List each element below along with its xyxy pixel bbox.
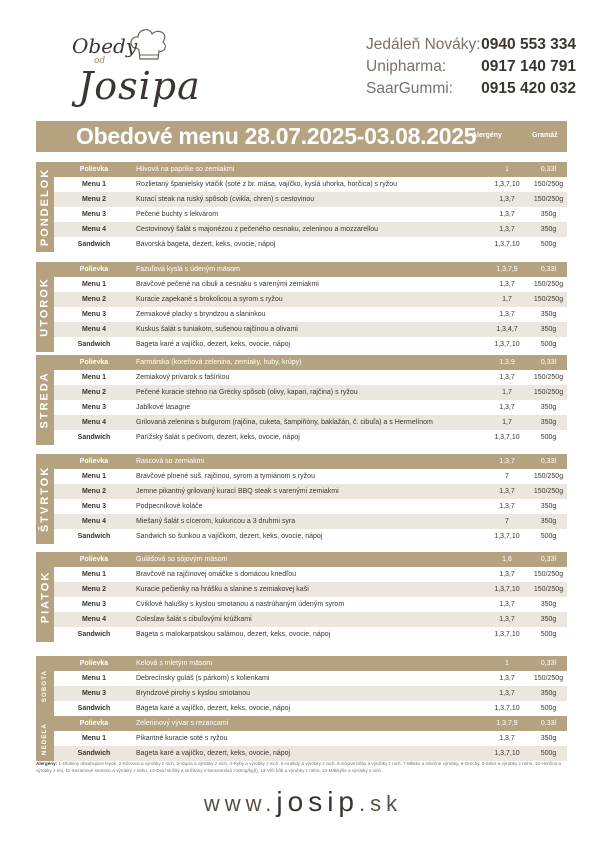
day-block-3	[36, 454, 567, 544]
allergen-codes: 1,3,7,10	[494, 750, 520, 757]
allergens-legend	[36, 760, 569, 774]
menu-row	[54, 322, 567, 337]
menu-row	[54, 686, 567, 701]
menu-row	[54, 454, 567, 469]
dish-name: Cestovinový šalát s majonézou z pečeného cesnaku, zeleninou a mozzarellou	[136, 226, 379, 233]
dish-name: Kuracie zapekané s brokolicou a syrom s ryžou	[136, 296, 283, 303]
allergens-label: Alergény:	[36, 761, 58, 766]
meal-type: Menu 2	[81, 296, 107, 303]
allergen-codes: 1,3,9	[499, 359, 515, 366]
dish-name: Farmárska (koreňová zelenina, zemiaky, huby, krúpy)	[136, 359, 302, 366]
allergen-codes: 1,3,7,10	[494, 705, 520, 712]
day-block-6	[36, 716, 567, 761]
logo-text-od: od	[94, 56, 106, 66]
portion-weight: 150/250g	[533, 181, 564, 188]
dish-name: Rascová so zemiakmi	[136, 458, 205, 465]
meal-type: Menu 1	[81, 675, 107, 682]
allergen-codes: 1,3,7,9	[496, 720, 518, 727]
menu-row	[54, 207, 567, 222]
meal-type: Menu 4	[81, 226, 107, 233]
allergen-codes: 1,3,7	[499, 458, 515, 465]
menu-row	[54, 671, 567, 686]
menu-row	[54, 484, 567, 499]
portion-weight: 0,33l	[540, 660, 557, 667]
dish-name: Bravčové na rajčinovej omáčke s domácou knedľou	[136, 571, 297, 578]
day-label-text: ŠTVRTOK	[39, 465, 52, 533]
portion-weight: 350g	[540, 311, 557, 318]
dish-name: Zemiakový prívarok s fašírkou	[136, 374, 230, 381]
meal-type: Menu 2	[81, 196, 107, 203]
meal-type: Menu 4	[81, 616, 107, 623]
allergen-codes: 1,3,7	[499, 690, 515, 697]
menu-row	[54, 307, 567, 322]
meal-type: Menu 4	[81, 326, 107, 333]
menu-row	[54, 337, 567, 352]
allergen-codes: 1,7	[502, 419, 512, 426]
allergen-codes: 1,3,7	[499, 404, 515, 411]
meal-type: Sandwich	[77, 241, 111, 248]
meal-type: Polievka	[79, 266, 109, 273]
website-suffix: .sk	[359, 791, 403, 816]
menu-title-bar	[36, 121, 567, 152]
meal-type: Menu 3	[81, 503, 107, 510]
allergen-codes: 1,7	[502, 389, 512, 396]
allergen-codes: 1,3,7	[499, 281, 515, 288]
portion-weight: 350g	[540, 404, 557, 411]
day-label	[36, 454, 54, 544]
menu-row	[54, 262, 567, 277]
menu-row	[54, 716, 567, 731]
portion-weight: 0,33l	[540, 556, 557, 563]
dish-name: Bageta s malokarpatskou salámou, dezert, keks, ovocie, nápoj	[136, 631, 331, 638]
portion-weight: 350g	[540, 326, 557, 333]
menu-row	[54, 627, 567, 642]
dish-name: Jablkové lasagne	[136, 404, 191, 411]
contact-name: Unipharma:	[366, 58, 447, 75]
meal-type: Menu 3	[81, 311, 107, 318]
dish-name: Parížsky šalát s pečivom, dezert, keks, ovocie, nápoj	[136, 434, 300, 441]
menu-row	[54, 177, 567, 192]
meal-type: Menu 2	[81, 389, 107, 396]
meal-type: Menu 3	[81, 690, 107, 697]
dish-name: Bryndzové pirohy s kyslou smotanou	[136, 690, 250, 697]
day-block-2	[36, 355, 567, 445]
allergen-codes: 1,3,7,9	[496, 266, 518, 273]
day-block-5	[36, 656, 567, 716]
meal-type: Polievka	[79, 556, 109, 563]
meal-type: Sandwich	[77, 434, 111, 441]
meal-type: Menu 1	[81, 181, 107, 188]
menu-row	[54, 701, 567, 716]
allergen-codes: 1,3,7,10	[494, 631, 520, 638]
allergen-codes: 1,3,7	[499, 571, 515, 578]
dish-name: Bageta karé a vajíčko, dezert, keks, ovocie, nápoj	[136, 341, 291, 348]
meal-type: Menu 1	[81, 473, 107, 480]
allergen-codes: 1,3,4,7	[496, 326, 518, 333]
menu-row	[54, 237, 567, 252]
allergen-codes: 1	[505, 660, 509, 667]
portion-weight: 150/250g	[533, 586, 564, 593]
meal-type: Polievka	[79, 166, 109, 173]
allergen-codes: 1,3,7	[499, 601, 515, 608]
menu-row	[54, 400, 567, 415]
menu-row	[54, 731, 567, 746]
allergen-codes: 7	[505, 518, 509, 525]
menu-row	[54, 582, 567, 597]
dish-name: Debrecínsky guláš (s párkom) s kolienkami	[136, 675, 270, 682]
header	[0, 0, 606, 118]
website-footer[interactable]	[0, 786, 606, 818]
allergen-codes: 1,3,7,10	[494, 181, 520, 188]
allergen-codes: 1,3,7	[499, 211, 515, 218]
day-label-text: SOBOTA	[42, 669, 49, 703]
allergen-codes: 7	[505, 473, 509, 480]
dish-name: Kuskus šalát s tuniakom, sušenou rajčinou a olivami	[136, 326, 298, 333]
meal-type: Menu 4	[81, 419, 107, 426]
dish-name: Pikantné kuracie soté s ryžou	[136, 735, 228, 742]
portion-weight: 350g	[540, 226, 557, 233]
portion-weight: 350g	[540, 601, 557, 608]
portion-weight: 150/250g	[533, 281, 564, 288]
dish-name: Rozlietaný španielsky vtáčik (soté z br. mäsa, vajíčko, kyslá uhorka, horčica) s ryžou	[136, 181, 398, 188]
dish-name: Sandwich so šunkou a vajíčkom, dezert, keks, ovocie, nápoj	[136, 533, 323, 540]
website-prefix: www.	[203, 791, 277, 816]
contact-list	[366, 34, 576, 100]
dish-name: Pečené kuracie stehno na Grécky spôsob (olivy, kapari, rajčina) s ryžou	[136, 389, 358, 396]
portion-weight: 150/250g	[533, 374, 564, 381]
dish-name: Pečené buchty s lekvárom	[136, 211, 219, 218]
contact-saargummi	[366, 78, 576, 100]
contact-name: Jedáleň Nováky:	[366, 36, 481, 53]
allergen-codes: 1,3,7	[499, 488, 515, 495]
dish-name: Zemiakové placky s bryndzou a slaninkou	[136, 311, 266, 318]
day-label-text: UTOROK	[39, 277, 51, 337]
dish-name: Zeleninový vývar s rezancami	[136, 720, 229, 727]
portion-weight: 350g	[540, 503, 557, 510]
meal-type: Menu 3	[81, 404, 107, 411]
logo-text-josipa: Josipa	[78, 64, 201, 108]
portion-weight: 0,33l	[540, 166, 557, 173]
allergen-codes: 1,3,7	[499, 374, 515, 381]
meal-type: Sandwich	[77, 705, 111, 712]
menu-row	[54, 370, 567, 385]
contact-phone[interactable]: 0915 420 032	[481, 80, 576, 97]
portion-weight: 0,33l	[540, 359, 557, 366]
portion-weight: 150/250g	[533, 473, 564, 480]
dish-name: Bageta karé a vajíčko, dezert, keks, ovocie, nápoj	[136, 705, 291, 712]
website-name: josip	[276, 786, 360, 817]
allergens-text: 1-Obilniny obsahujúce lepok, 2-Kôrovce a výrobky z nich, 3-Vajcia a výrobky z nich, 4-Ryby a výrobky z nich, 5-Arašidy a výrobky z nich, 6-Sójové bôby a výrobky z nich, 7-Mlieko a mliečne výrobky, 8-Orechy, 9-Zeler a výrobky z neho, 10-Horčica a výrobky z nej, 11-Sezamové semeno a výrobky z neho, 12-Oxid siričitý a siričitany v koncentrácii >10mg/kg(l), 13-Vlčí bôb a výrobky z neho, 14-Mäkkýše a výrobky z nich	[36, 761, 561, 773]
meal-type: Polievka	[79, 720, 109, 727]
day-label	[36, 355, 54, 445]
portion-weight: 0,33l	[540, 266, 557, 273]
meal-type: Sandwich	[77, 341, 111, 348]
meal-type: Menu 1	[81, 571, 107, 578]
contact-novaky	[366, 34, 576, 56]
menu-row	[54, 222, 567, 237]
meal-type: Polievka	[79, 458, 109, 465]
dish-name: Bageta karé a vajíčko, dezert, keks, ovocie, nápoj	[136, 750, 291, 757]
menu-row	[54, 192, 567, 207]
portion-weight: 150/250g	[533, 488, 564, 495]
dish-name: Grilovaná zelenina s bulgurom (rajčina, cuketa, šampiňóny, baklažán, č. cibuľa) a s Hermelínom	[136, 419, 433, 426]
day-label	[36, 552, 54, 642]
dish-name: Bravčové plnené suš. rajčinou, syrom a tymiánom s ryžou	[136, 473, 315, 480]
allergen-codes: 1,7	[502, 296, 512, 303]
day-block-4	[36, 552, 567, 642]
meal-type: Menu 1	[81, 374, 107, 381]
day-label-text: PONDELOK	[39, 167, 51, 247]
dish-name: Podpecníkové koláče	[136, 503, 203, 510]
meal-type: Menu 3	[81, 601, 107, 608]
dish-name: Bavorská bageta, dezert, keks, ovocie, nápoj	[136, 241, 276, 248]
portion-weight: 350g	[540, 419, 557, 426]
portion-weight: 150/250g	[533, 389, 564, 396]
allergen-codes: 1,3,7,10	[494, 341, 520, 348]
contact-name: SaarGummi:	[366, 80, 453, 97]
portion-weight: 150/250g	[533, 196, 564, 203]
menu-row	[54, 385, 567, 400]
menu-row	[54, 567, 567, 582]
allergen-codes: 1,3,7,10	[494, 434, 520, 441]
menu-row	[54, 430, 567, 445]
meal-type: Menu 3	[81, 211, 107, 218]
portion-weight: 500g	[540, 341, 557, 348]
menu-row	[54, 552, 567, 567]
column-header-weight: Gramáž	[532, 132, 558, 139]
meal-type: Sandwich	[77, 533, 111, 540]
meal-type: Sandwich	[77, 750, 111, 757]
allergen-codes: 1,3,7	[499, 503, 515, 510]
menu-row	[54, 499, 567, 514]
allergen-codes: 1,3,7	[499, 196, 515, 203]
allergen-codes: 1,3,7	[499, 616, 515, 623]
allergen-codes: 1,3,7	[499, 311, 515, 318]
menu-row	[54, 292, 567, 307]
day-label	[36, 262, 54, 352]
day-label-text: STREDA	[39, 371, 52, 429]
allergen-codes: 1,3,7,10	[494, 241, 520, 248]
allergen-codes: 1,3,7	[499, 226, 515, 233]
contact-phone[interactable]: 0940 553 334	[481, 36, 576, 53]
page-title: Obedové menu 28.07.2025-03.08.2025	[76, 123, 477, 149]
allergen-codes: 1,3,7	[499, 735, 515, 742]
portion-weight: 500g	[540, 434, 557, 441]
contact-phone[interactable]: 0917 140 791	[481, 58, 576, 75]
menu-row	[54, 529, 567, 544]
day-block-1	[36, 262, 567, 352]
day-block-0	[36, 162, 567, 252]
menu-row	[54, 612, 567, 627]
portion-weight: 350g	[540, 211, 557, 218]
dish-name: Hlivová na paprike so zemiakmi	[136, 166, 235, 173]
portion-weight: 0,33l	[540, 458, 557, 465]
menu-row	[54, 469, 567, 484]
portion-weight: 150/250g	[533, 571, 564, 578]
day-label	[36, 656, 54, 716]
dish-name: Kelová s mletým mäsom	[136, 660, 213, 667]
menu-row	[54, 277, 567, 292]
menu-row	[54, 656, 567, 671]
dish-name: Cviklové halušky s kyslou smotanou a nastrúhaným údeným syrom	[136, 601, 345, 608]
menu-row	[54, 514, 567, 529]
contact-unipharma	[366, 56, 576, 78]
portion-weight: 150/250g	[533, 296, 564, 303]
dish-name: Bravčové pečené na cibuli a cesnaku s varenými zemiakmi	[136, 281, 319, 288]
portion-weight: 150/250g	[533, 675, 564, 682]
dish-name: Fazuľová kyslá s údeným mäsom	[136, 266, 240, 273]
portion-weight: 500g	[540, 705, 557, 712]
day-label	[36, 162, 54, 252]
dish-name: Jemne pikantný grilovaný kurací BBQ steak s varenými zemiakmi	[136, 488, 339, 495]
portion-weight: 500g	[540, 750, 557, 757]
allergen-codes: 1,3,7	[499, 675, 515, 682]
meal-type: Menu 4	[81, 518, 107, 525]
meal-type: Menu 2	[81, 488, 107, 495]
menu-row	[54, 746, 567, 761]
day-label	[36, 716, 54, 761]
dish-name: Kurací steak na ruský spôsob (cvikla, chren) s cestovinou	[136, 196, 315, 203]
meal-type: Polievka	[79, 359, 109, 366]
meal-type: Menu 2	[81, 586, 107, 593]
meal-type: Polievka	[79, 660, 109, 667]
allergen-codes: 1,6	[502, 556, 512, 563]
meal-type: Sandwich	[77, 631, 111, 638]
portion-weight: 350g	[540, 518, 557, 525]
allergen-codes: 1,3,7,10	[494, 533, 520, 540]
allergen-codes: 1	[505, 166, 509, 173]
dish-name: Kuracie pečienky na hrášku a slanine s zemiakovej kaši	[136, 586, 309, 593]
menu-row	[54, 355, 567, 370]
day-label-text: PIATOK	[39, 570, 52, 624]
portion-weight: 0,33l	[540, 720, 557, 727]
menu-row	[54, 597, 567, 612]
day-label-text: NEDEĽA	[42, 722, 48, 755]
portion-weight: 500g	[540, 631, 557, 638]
logo-text-obedy: Obedy	[72, 34, 138, 58]
menu-row	[54, 415, 567, 430]
menu-row	[54, 162, 567, 177]
dish-name: Miešaný šalát s cícerom, kukuricou a 3 druhmi syra	[136, 518, 296, 525]
portion-weight: 350g	[540, 616, 557, 623]
portion-weight: 350g	[540, 690, 557, 697]
portion-weight: 500g	[540, 533, 557, 540]
meal-type: Menu 1	[81, 735, 107, 742]
portion-weight: 350g	[540, 735, 557, 742]
portion-weight: 500g	[540, 241, 557, 248]
dish-name: Coleslaw šalát s cibuľovými krúžkami	[136, 616, 252, 623]
allergen-codes: 1,3,7,10	[494, 586, 520, 593]
josip-logo	[62, 26, 201, 110]
dish-name: Gulášová so sójovým mäsom	[136, 556, 228, 563]
meal-type: Menu 1	[81, 281, 107, 288]
column-header-allergens: Alergény	[472, 132, 502, 139]
